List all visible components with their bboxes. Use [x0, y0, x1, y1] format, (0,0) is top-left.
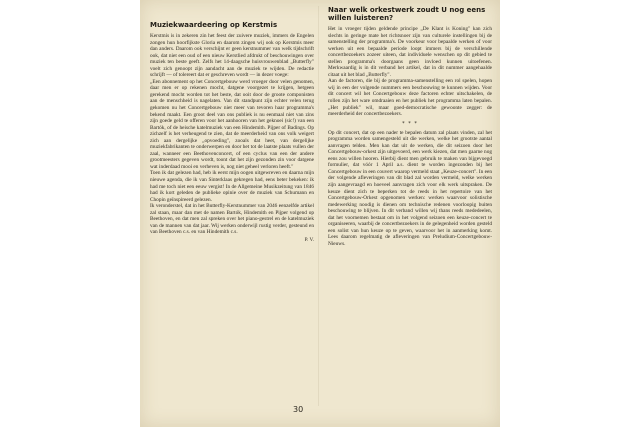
left-article-title: Muziekwaardeering op Kerstmis [150, 21, 278, 29]
section-separator-stars: * * * [402, 120, 418, 127]
right-article-title: Naar welk orkestwerk zoudt U nog eens willen luisteren? [328, 6, 486, 22]
left-paragraph-1: Kerstmis is in zekeren zin het feest der zuivere muziek, immers de Engelen zongen hun hoorfijkste Gloria en daarom zingen wij ook op Kerstmis meer dan anders. Daarom ook verschijnt er geen kerstnummer van welk tijdschrift ook, dat niet een oud of een nieuw Kerstlied afdrukt of beschouwingen over muziek ten beste geeft. Zelfs het 14-daagsche huisvrouwenblad „Butterfly" voelt zich genoopt zijn aandacht aan de muziek te wijden. De redactie schrijft — of tolereert dat er geschreven wordt — in dezer voege: [150, 33, 314, 79]
left-article-signature: P. V. [304, 236, 314, 243]
scanned-magazine-page [140, 0, 500, 427]
column-divider [318, 6, 319, 406]
right-paragraph-3: Op dit concert, dat op een nader te bepalen datum zal plaats vinden, zal het programma worden samengesteld uit die werken, welke het grootste aantal aanvragen telden. Men kan dat uit de werken, die dit seizoen door het Concertgebouw-orkest zijn uitgevoerd, een werk kiezen, dat men gaarne nog eens zou willen hooren. Hierbij dient men gebruik te maken van bijgevoegd formulier, dat vóór 1 April a.s. dient te worden ingezonden bij het Concertgebouw in een couvert waarop vermeld staat „Keuze-concert". In een der volgende afleveringen van dit blad zal worden vermeld, welke werken zijn aangevraagd en hoeveel aanvragen zich voor elk werk uitspraken. De keuze dient zich te beperken tot de reeds in het repertoire van het Concertgebouw-Orkest opgenomen werken: werken waarvoor solistische medewerking noodig is dienen om technische redenen voorloopig buiten beschouwing te blijven. In dit verband willen wij thans reeds mededeelen, dat het voornemen bestaat om in het volgend seizoen een keuze-concert te organiseeren, waarbij de concertbezoekers in de gelegenheid worden gesteld een solist van hun keuze op te geven, waarvoor het in aanmerking komt. Lees daarom regelmatig de afleveringen van Preludium-Concertgebouw-Nieuws. [328, 129, 492, 247]
page-number: 30 [293, 405, 304, 414]
left-paragraph-3: Toen ik dat gelezen had, heb ik eerst mijn oogen uitgewreven en daarna mijn nieuwe agenda, die ik van Sinterklaas gekregen had, eens beter bekeken: ik had me toch niet een eeuw vergist! In de Allgemeine Musikzeitung van 1846 had ik kort geleden de publieke opinie over de muziek van Schumann en Chopin geïnspireerd gelezen. [150, 170, 314, 203]
left-paragraph-2: „Een abonnement op het Concertgebouw werd vroeger door velen genomen, daar men er op rekenen mocht, datgene voorgezet te krijgen, hetgeen gerekend mocht worden tot het beste, dat ooit door de groote componisten aan de menschheid is nagelaten. Van dit standpunt zijn echter velen terug gekomen nu het Concertgebouw niet meer van tevoren haar programma's bekend maakt. Een groot deel van ons publiek is nu eenmaal niet van zins zijn goede geld te offeren voor het aanhooren van het geknoei (sic!) van een Bartók, of de heische katelmuziek van een Hindemith. Pijper of Badings. Op zichzelf is het verheugend te zien, dat de meerderheid van ons volk weigert zich aan dergelijke „opvoeding", zooals dat heet, van dergelijke muziekfabrikanten te onderwerpen en door het tot de laatste plaats vullen der zaal, wanneer een Beethovenconcert, of een cyclus van een der andere grootmeesters gegeven wordt, toont dat het zijn gezonden zin voor datgene wat inderdaad mooi en verheven is, nog niet geheel verloren heeft." [150, 78, 314, 170]
left-paragraph-4: Ik veronderstel, dat in het Butterfly-Kerstnummer van 2046 eenzelfde artikel zal staan, maar dan met de namen Bartók, Hindemith en Pijper volgend op Beethoven, en dat men zal spreken over het piano-gestrel en de katelmuziek van de mannen van dat jaar. Wij werken onderwijl rustig verder, gesteund en van Beethoven c.s. en van Hindemith c.s. [150, 203, 314, 236]
right-paragraph-2: Aan de factoren, die bij de programma-samenstelling een rol spelen, hopen wij in een der volgende nummers een beschouwing te kunnen wijden. Voor dit concert wil het Concertgebouw deze factoren echter uitschakelen, de rollen zijn het ware omdraaien en het publiek het programma laten bepalen. „Het publiek" wil, maar goed-democratische gewoonte zegger: de meerderheid der concertbezoekers. [328, 78, 492, 118]
right-paragraph-1: Het in vroeger tijden geldende principe „De Klant is Koning" kan zich slechts in geringe mate het richtsnoer zijn van culturele instellingen bij de samenstelling der programma's. De voorkeur voor bepaalde werken of voor werken uit een bepaalde periode loopt immers bij de verschillende concertbezoekers zozeer uiteen, dat individuele wenschen op dit gebied te stellen programma's doorgaans geen invloed kunnen uitoefenen. Merkwaardig is in dit verband het artikel, dat in dit nummer aangehaalde citaat uit het blad „Butterfly". [328, 26, 492, 78]
left-column [150, 6, 314, 401]
right-column [328, 6, 492, 401]
